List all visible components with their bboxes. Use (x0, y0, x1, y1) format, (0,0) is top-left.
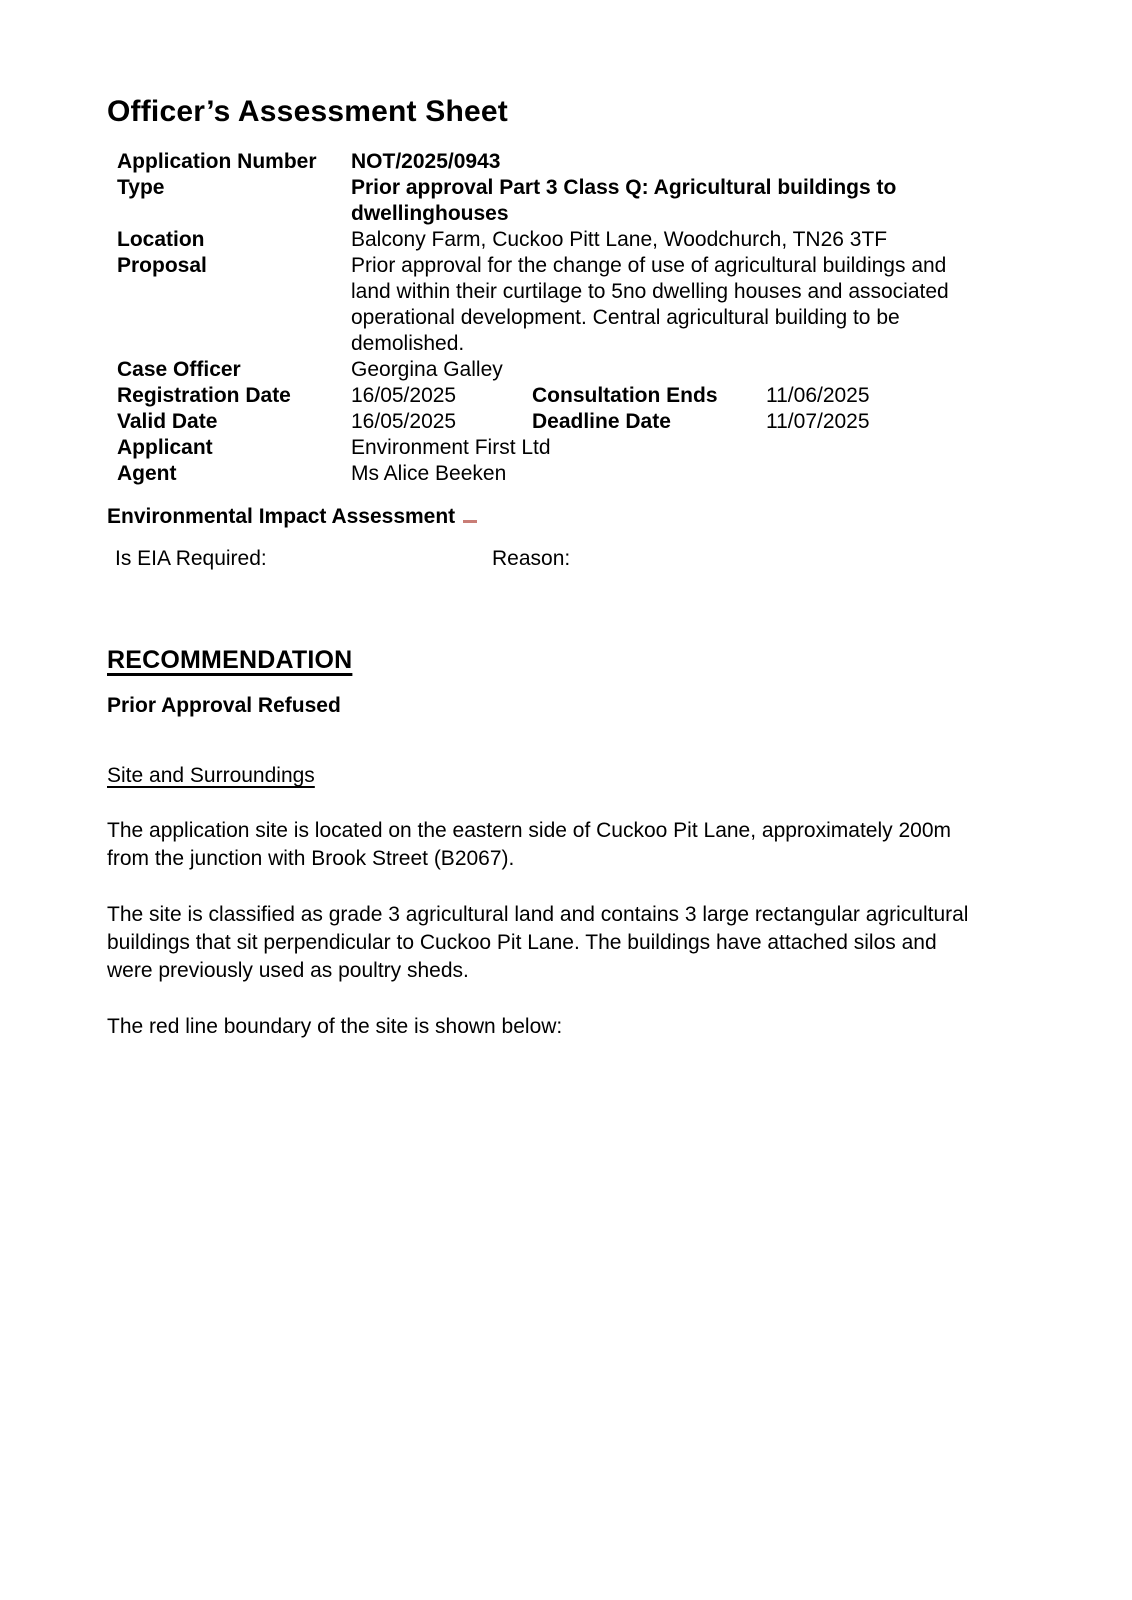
page-title: Officer’s Assessment Sheet (107, 95, 508, 128)
site-surroundings-heading: Site and Surroundings (107, 764, 315, 787)
field-label: Deadline Date (532, 410, 671, 433)
field-value: 11/06/2025 (766, 384, 870, 407)
recommendation-heading: RECOMMENDATION (107, 646, 353, 674)
eia-reason-label: Reason: (492, 547, 571, 570)
detail-row-application-number (117, 149, 1032, 175)
field-label: Case Officer (117, 358, 241, 381)
field-value: Georgina Galley (351, 358, 503, 381)
site-paragraph: The site is classified as grade 3 agricultural land and contains 3 large rectangular agricultural buildings that sit perpendicular to Cuckoo Pit Lane. The buildings have attached silos and were previously used as poultry sheds. (107, 903, 969, 982)
detail-row-valid-date (117, 409, 1032, 435)
field-value: 16/05/2025 (351, 384, 457, 407)
field-value: 16/05/2025 (351, 410, 457, 433)
eia-fields-row (115, 546, 1032, 572)
detail-row-location (117, 227, 1032, 253)
field-label: Proposal (117, 254, 207, 277)
field-label: Location (117, 228, 205, 251)
detail-row-agent (117, 461, 1032, 487)
detail-row-applicant (117, 435, 1032, 461)
field-value: 11/07/2025 (766, 410, 870, 433)
field-value: Environment First Ltd (351, 436, 551, 459)
field-value: Prior approval Part 3 Class Q: Agricultural buildings to dwellinghouses (351, 176, 897, 225)
eia-required-label: Is EIA Required: (115, 547, 267, 570)
field-label: Applicant (117, 436, 213, 459)
site-paragraph: The red line boundary of the site is shown below: (107, 1015, 563, 1038)
field-value: NOT/2025/0943 (351, 150, 501, 173)
red-annotation-mark (463, 520, 477, 523)
eia-heading-text: Environmental Impact Assessment (107, 505, 456, 528)
detail-row-registration-date (117, 383, 1032, 409)
application-details-table (117, 149, 1032, 487)
eia-section-heading (107, 504, 1032, 530)
field-label: Type (117, 176, 165, 199)
detail-row-case-officer (117, 357, 1032, 383)
field-label: Agent (117, 462, 177, 485)
field-value: Ms Alice Beeken (351, 462, 507, 485)
field-label: Valid Date (117, 410, 218, 433)
field-label: Application Number (117, 150, 317, 173)
field-label: Registration Date (117, 384, 291, 407)
field-label: Consultation Ends (532, 384, 718, 407)
field-value: Balcony Farm, Cuckoo Pitt Lane, Woodchurch, TN26 3TF (351, 228, 888, 251)
site-paragraph: The application site is located on the eastern side of Cuckoo Pit Lane, approximately 200m from the junction with Brook Street (B2067). (107, 819, 951, 870)
detail-row-proposal (117, 253, 1032, 357)
field-value: Prior approval for the change of use of agricultural buildings and land within their curtilage to 5no dwelling houses and associated operational development. Central agricultural building to be demolished. (351, 254, 949, 355)
recommendation-decision: Prior Approval Refused (107, 694, 341, 717)
detail-row-type (117, 175, 1032, 227)
